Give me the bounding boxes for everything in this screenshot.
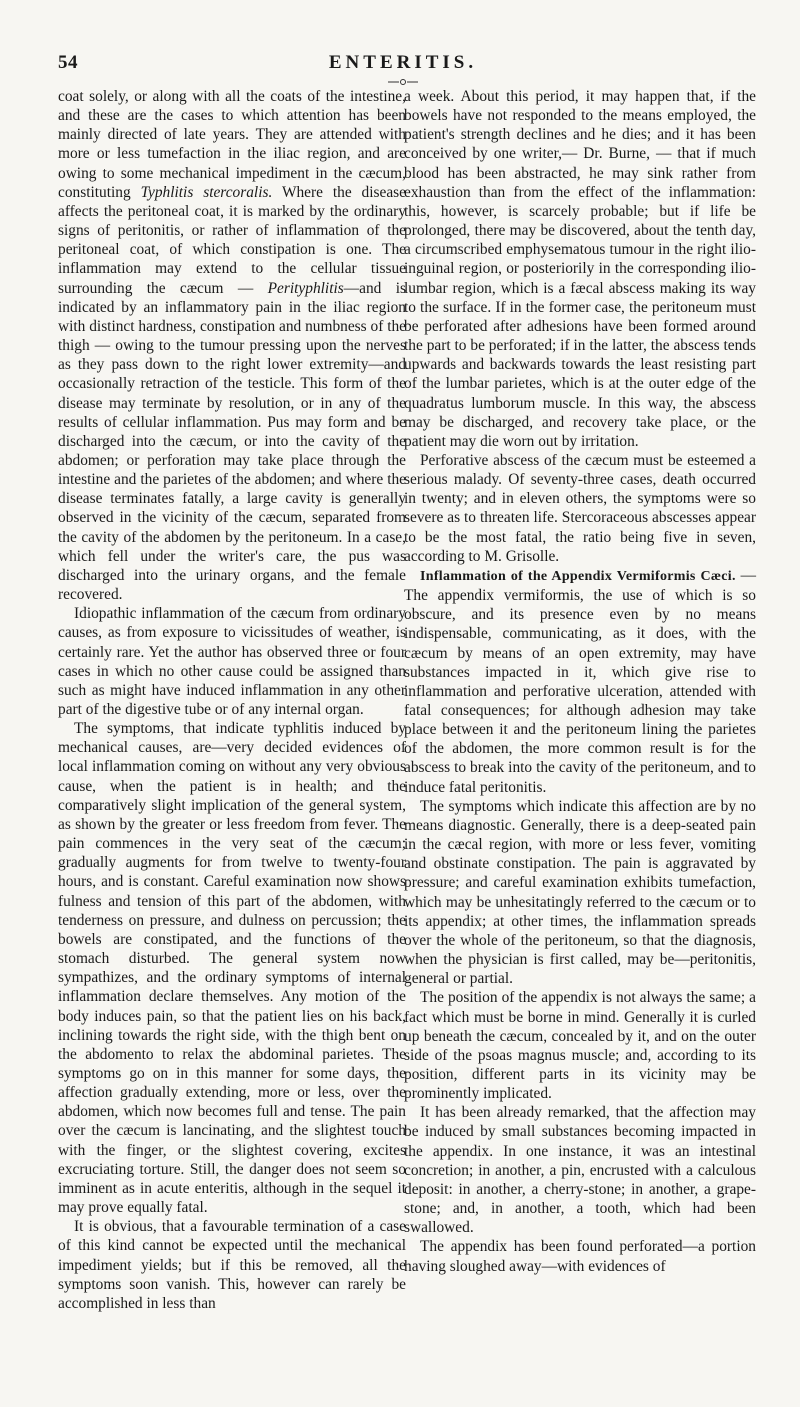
header-ornament-icon xyxy=(388,78,418,86)
page-number: 54 xyxy=(58,52,78,73)
section-heading: Inflammation of the Appendix Vermiformis Cæci. xyxy=(420,568,736,584)
running-title: ENTERITIS. xyxy=(328,52,478,73)
paragraph-text: Where the disease affects the peritoneal coat, it is marked by the ordinary signs of peritonitis, or rather of inflammation of the peritoneal coat, of which constipation is one. The inflammation may extend to the cellular tissue surrounding the cæcum — xyxy=(58,183,406,297)
paragraph xyxy=(58,719,406,1217)
paragraph-text: Idiopathic inflammation of the cæcum from ordinary causes, as from exposure to vicissitudes of weather, is certainly rare. Yet the author has observed three or four cases in which no other cause could be assigned than such as might have induced inflammation in any other part of the digestive tube or of any internal organ. xyxy=(58,605,406,718)
paragraph-text: a week. About this period, it may happen that, if the bowels have not responded to the means employed, the patient's strength declines and he dies; and it has been conceived by one writer,— Dr. Burne, — that if much blood has been abstracted, he may sink rather from exhaustion than from the effect of the inflammation: this, however, is scarcely probable; but if life be prolonged, there may be discovered, about the tenth day, a circumscribed emphysematous tumour in the right ilio-inguinal region, or posteriorily in the corresponding ilio-lumbar region, which is a fæcal abscess making its way to the surface. If in the former case, the peritoneum must be perforated after adhesions have been formed around the part to be perforated; if in the latter, the abscess tends upwards and backwards towards the least resisting part of the lumbar parietes, which is at the outer edge of the quadratus lumborum muscle. In this way, the abscess may be discharged, and recovery take place, or the patient may die worn out by irritation. xyxy=(404,88,756,450)
paragraph-text: — The appendix vermiformis, the use of which is so obscure, and its presence even by no means indispensable, communicating, as it does, with the cæcum by means of an open extremity, may have substances impacted in it, which give rise to inflammation and perforative ulceration, attended with fatal consequences; for although adhesion may take place between it and the peritoneum lining the parietes of the abdomen, the more common result is for the abscess to break into the cavity of the peritoneum, and to induce fatal peritonitis. xyxy=(404,566,756,796)
left-column xyxy=(58,87,406,1313)
paragraph xyxy=(58,604,406,719)
paragraph-continued xyxy=(58,87,406,604)
page-header xyxy=(58,52,748,82)
italic-term: Typhlitis stercoralis. xyxy=(140,183,273,201)
paragraph-text: It has been already remarked, that the affection may be induced by small substances becoming impacted in the appendix. In one instance, it was an intestinal concretion; in another, a pin, encrusted with a calculous deposit: in another, a cherry-stone; in another, a grape-stone; and, in another, a tooth, which had been swallowed. xyxy=(404,1104,756,1237)
paragraph-text: The symptoms, that indicate typhlitis induced by mechanical causes, are—very decided evidences of local inflammation coming on without any very obvious cause, when the patient is in health; and the comparatively slight implication of the general system, as shown by the greater or less freedom from fever. The pain commences in the very seat of the cæcum; gradually augments for from twelve to twenty-four hours, and is constant. Careful examination now shows fulness and tension of this part of the abdomen, with tenderness on pressure, and dulness on percussion; the bowels are constipated, and the functions of the stomach disturbed. The general system now sympathizes, and the ordinary symptoms of internal inflammation declare themselves. Any motion of the body induces pain, so that the patient lies on his back, inclining towards the right side, with the thigh bent on the abdomento to relax the abdominal parietes. The symptoms go on in this manner for some days, the affection gradually extending, more or less, over the abdomen, which now becomes full and tense. The pain over the cæcum is lancinating, and the slightest touch with the finger, or the slightest covering, excites excruciating torture. Still, the danger does not seem so imminent as in acute enteritis, although in the sequel it may prove equally fatal. xyxy=(58,720,406,1217)
paragraph-text: coat solely, or along with all the coats of the intestine, and these are the cases to which attention has been mainly directed of late years. They are attended with more or less tumefaction in the iliac region, and are owing to some mechanical impediment in the cæcum, constituting xyxy=(58,88,406,201)
paragraph-text: Perforative abscess of the cæcum must be esteemed a serious malady. Of seventy-three cases, death occurred in twenty; and in eleven others, the symptoms were so severe as to threaten life. Stercoraceous abscesses appear to be the most fatal, the ratio being five in seven, according to M. Grisolle. xyxy=(404,451,756,565)
paragraph-text: —and is indicated by an inflammatory pain in the iliac region with distinct hardness, constipation and numbness of the thigh — owing to the tumour pressing upon the nerves as they pass down to the right lower extremity—and occasionally retraction of the testicle. This form of the disease may terminate by resolution, or in any of the results of cellular inflammation. Pus may form and be discharged into the cæcum, or into the cavity of the abdomen; or perforation may take place through the intestine and the parietes of the abdomen; and where the disease terminates fatally, a large cavity is generally observed in the vicinity of the cæcum, separated from the cavity of the abdomen by the peritoneum. In a case, which fell under the writer's care, the pus was discharged into the urinary organs, and the female recovered. xyxy=(58,279,406,604)
paragraph xyxy=(58,1217,406,1313)
paragraph-text: The symptoms which indicate this affection are by no means diagnostic. Generally, there is a deep-seated pain in the cæcal region, with more or less fever, vomiting and obstinate constipation. The pain is aggravated by pressure; and careful examination exhibits tumefaction, which may be unhesitatingly referred to the cæcum or to its appendix; at other times, the inflammation spreads over the whole of the peritoneum, so that the diagnosis, when the physician is first called, may be—peritonitis, general or partial. xyxy=(404,797,756,988)
paragraph-text: The position of the appendix is not always the same; a fact which must be borne in mind. Generally it is curled up beneath the cæcum, concealed by it, and on the outer side of the psoas magnus muscle; and, according to its position, different parts in its vicinity may be prominently implicated. xyxy=(404,989,756,1103)
section-paragraph xyxy=(404,566,756,797)
paragraph xyxy=(404,451,756,566)
paragraph-continued xyxy=(404,87,756,451)
paragraph-text: It is obvious, that a favourable termination of a case of this kind cannot be expected until the mechanical impediment yields; but if this be removed, all the symptoms soon vanish. This, however can rarely be accomplished in less than xyxy=(58,1218,406,1312)
right-column xyxy=(404,87,756,1276)
italic-term: Perityphlitis xyxy=(267,279,344,297)
paragraph xyxy=(404,1103,756,1237)
paragraph xyxy=(404,1237,756,1275)
paragraph xyxy=(404,797,756,989)
paragraph xyxy=(404,988,756,1103)
paragraph-text: The appendix has been found perforated—a portion having sloughed away—with evidences of xyxy=(404,1238,756,1275)
